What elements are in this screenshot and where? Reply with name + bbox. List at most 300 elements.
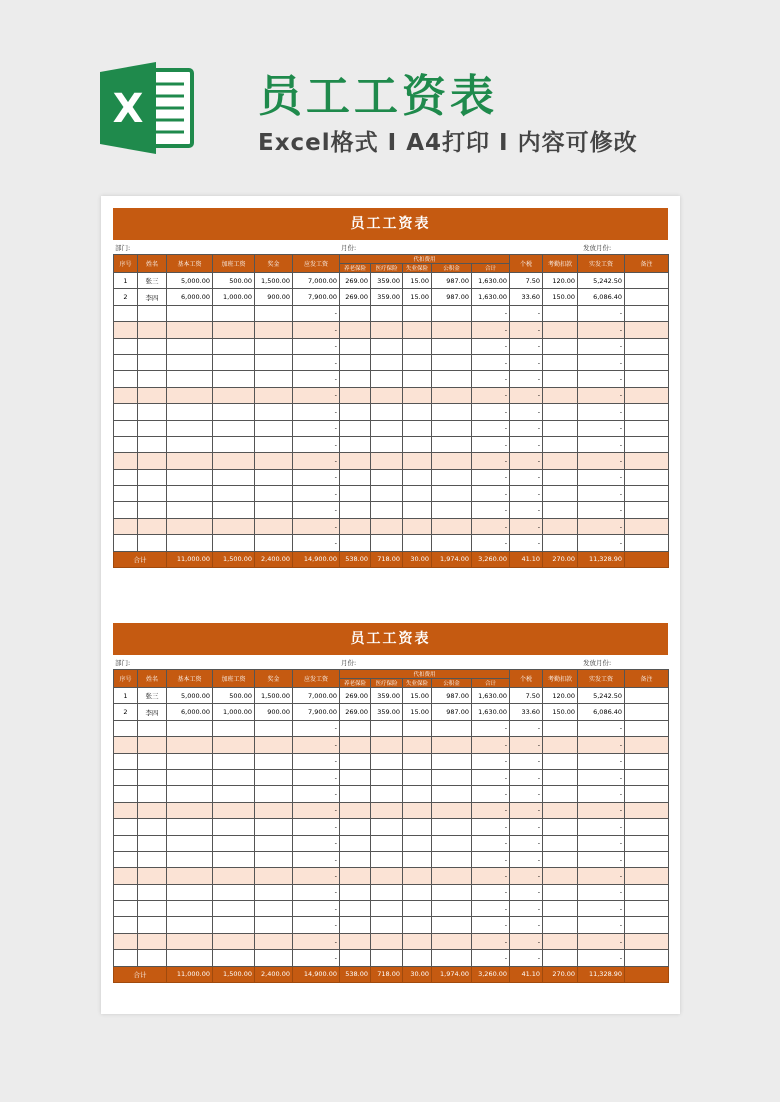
table-cell-attendance[interactable] [543, 737, 578, 753]
table-cell-tax[interactable]: - [510, 322, 543, 338]
table-cell-gross[interactable]: - [293, 720, 340, 736]
table-cell-tax[interactable]: - [510, 802, 543, 818]
table-cell-bonus[interactable] [255, 387, 293, 403]
table-cell-no[interactable] [114, 486, 138, 502]
table-cell-overtime[interactable] [213, 322, 255, 338]
table-cell-base[interactable] [167, 868, 213, 884]
table-cell-base[interactable] [167, 835, 213, 851]
table-cell-net[interactable]: - [578, 901, 625, 917]
table-cell-attendance[interactable] [543, 486, 578, 502]
table-cell-medical[interactable] [371, 851, 403, 867]
table-cell-pension[interactable] [340, 802, 371, 818]
table-cell-overtime[interactable] [213, 535, 255, 551]
table-cell-fund[interactable] [432, 404, 472, 420]
table-cell-pension[interactable] [340, 469, 371, 485]
table-cell-unemploy[interactable] [403, 835, 432, 851]
table-cell-attendance[interactable] [543, 786, 578, 802]
table-cell-tax[interactable]: - [510, 868, 543, 884]
table-cell-tax[interactable]: - [510, 819, 543, 835]
table-cell-fund[interactable] [432, 420, 472, 436]
table-cell-base[interactable] [167, 753, 213, 769]
table-cell-remark[interactable] [625, 535, 669, 551]
table-cell-fund[interactable] [432, 753, 472, 769]
table-cell-net[interactable]: - [578, 819, 625, 835]
table-cell-unemploy[interactable]: 15.00 [403, 273, 432, 289]
table-cell-net[interactable]: - [578, 518, 625, 534]
table-cell-overtime[interactable] [213, 868, 255, 884]
table-cell-tax[interactable]: - [510, 884, 543, 900]
table-cell-subtotal[interactable]: - [472, 453, 510, 469]
table-cell-name[interactable] [138, 950, 167, 966]
table-cell-remark[interactable] [625, 917, 669, 933]
table-cell-remark[interactable] [625, 901, 669, 917]
table-cell-unemploy[interactable] [403, 786, 432, 802]
table-cell-pension[interactable] [340, 338, 371, 354]
table-cell-bonus[interactable] [255, 322, 293, 338]
table-cell-fund[interactable]: 987.00 [432, 273, 472, 289]
table-cell-base[interactable]: 5,000.00 [167, 273, 213, 289]
table-cell-subtotal[interactable]: - [472, 404, 510, 420]
table-cell-medical[interactable] [371, 420, 403, 436]
table-cell-gross[interactable]: - [293, 884, 340, 900]
table-cell-remark[interactable] [625, 884, 669, 900]
table-cell-gross[interactable]: - [293, 436, 340, 452]
table-cell-pension[interactable] [340, 933, 371, 949]
table-cell-name[interactable]: 李四 [138, 704, 167, 720]
table-cell-overtime[interactable] [213, 901, 255, 917]
table-cell-no[interactable] [114, 387, 138, 403]
table-cell-pension[interactable]: 269.00 [340, 704, 371, 720]
table-cell-unemploy[interactable] [403, 868, 432, 884]
table-cell-net[interactable]: - [578, 387, 625, 403]
table-cell-attendance[interactable]: 150.00 [543, 704, 578, 720]
table-cell-overtime[interactable] [213, 769, 255, 785]
table-cell-overtime[interactable] [213, 486, 255, 502]
table-cell-overtime[interactable] [213, 933, 255, 949]
table-cell-overtime[interactable] [213, 502, 255, 518]
table-cell-overtime[interactable] [213, 338, 255, 354]
table-cell-medical[interactable] [371, 737, 403, 753]
table-cell-pension[interactable]: 269.00 [340, 273, 371, 289]
table-cell-fund[interactable]: 987.00 [432, 688, 472, 704]
table-cell-net[interactable]: - [578, 786, 625, 802]
table-cell-subtotal[interactable]: - [472, 720, 510, 736]
table-cell-name[interactable] [138, 404, 167, 420]
table-cell-gross[interactable]: - [293, 901, 340, 917]
table-cell-unemploy[interactable] [403, 453, 432, 469]
table-cell-base[interactable] [167, 720, 213, 736]
table-cell-medical[interactable] [371, 786, 403, 802]
table-cell-base[interactable] [167, 453, 213, 469]
table-cell-gross[interactable]: - [293, 305, 340, 321]
table-cell-overtime[interactable] [213, 737, 255, 753]
table-cell-attendance[interactable] [543, 933, 578, 949]
table-cell-gross[interactable]: - [293, 453, 340, 469]
table-cell-name[interactable]: 李四 [138, 289, 167, 305]
table-cell-remark[interactable] [625, 868, 669, 884]
table-cell-remark[interactable] [625, 469, 669, 485]
table-cell-overtime[interactable] [213, 802, 255, 818]
table-cell-tax[interactable]: - [510, 753, 543, 769]
table-cell-gross[interactable]: 7,000.00 [293, 688, 340, 704]
table-cell-name[interactable] [138, 720, 167, 736]
table-cell-overtime[interactable]: 1,000.00 [213, 704, 255, 720]
table-cell-tax[interactable]: - [510, 737, 543, 753]
table-cell-attendance[interactable]: 120.00 [543, 688, 578, 704]
table-cell-fund[interactable] [432, 486, 472, 502]
table-cell-overtime[interactable] [213, 354, 255, 370]
table-cell-bonus[interactable] [255, 436, 293, 452]
table-cell-remark[interactable] [625, 338, 669, 354]
table-cell-medical[interactable] [371, 322, 403, 338]
table-cell-net[interactable]: - [578, 486, 625, 502]
table-cell-tax[interactable]: - [510, 901, 543, 917]
table-cell-net[interactable]: - [578, 933, 625, 949]
table-cell-attendance[interactable] [543, 387, 578, 403]
table-cell-overtime[interactable] [213, 835, 255, 851]
table-cell-unemploy[interactable] [403, 387, 432, 403]
table-cell-remark[interactable] [625, 835, 669, 851]
table-cell-unemploy[interactable] [403, 753, 432, 769]
table-cell-fund[interactable] [432, 322, 472, 338]
table-cell-no[interactable] [114, 835, 138, 851]
table-cell-subtotal[interactable]: - [472, 371, 510, 387]
table-cell-medical[interactable] [371, 518, 403, 534]
table-cell-base[interactable] [167, 420, 213, 436]
table-cell-base[interactable] [167, 436, 213, 452]
table-cell-bonus[interactable] [255, 737, 293, 753]
table-cell-pension[interactable] [340, 851, 371, 867]
table-cell-pension[interactable] [340, 868, 371, 884]
table-cell-medical[interactable] [371, 371, 403, 387]
table-cell-remark[interactable] [625, 786, 669, 802]
table-cell-fund[interactable] [432, 835, 472, 851]
table-cell-no[interactable] [114, 901, 138, 917]
table-cell-bonus[interactable] [255, 354, 293, 370]
table-cell-subtotal[interactable]: - [472, 338, 510, 354]
table-cell-fund[interactable] [432, 720, 472, 736]
table-cell-medical[interactable] [371, 436, 403, 452]
table-cell-no[interactable]: 2 [114, 704, 138, 720]
table-cell-bonus[interactable] [255, 868, 293, 884]
table-cell-remark[interactable] [625, 453, 669, 469]
table-cell-tax[interactable]: - [510, 851, 543, 867]
table-cell-pension[interactable] [340, 737, 371, 753]
table-cell-no[interactable] [114, 769, 138, 785]
table-cell-medical[interactable]: 359.00 [371, 273, 403, 289]
table-cell-base[interactable] [167, 769, 213, 785]
table-cell-bonus[interactable] [255, 420, 293, 436]
table-cell-unemploy[interactable] [403, 404, 432, 420]
table-cell-base[interactable] [167, 786, 213, 802]
table-cell-fund[interactable] [432, 819, 472, 835]
table-cell-attendance[interactable] [543, 753, 578, 769]
table-cell-overtime[interactable] [213, 851, 255, 867]
table-cell-pension[interactable] [340, 404, 371, 420]
table-cell-gross[interactable]: - [293, 535, 340, 551]
table-cell-fund[interactable] [432, 917, 472, 933]
table-cell-pension[interactable] [340, 835, 371, 851]
table-cell-subtotal[interactable]: - [472, 305, 510, 321]
table-cell-bonus[interactable] [255, 535, 293, 551]
table-cell-net[interactable]: 6,086.40 [578, 704, 625, 720]
table-cell-tax[interactable]: - [510, 720, 543, 736]
table-cell-remark[interactable] [625, 404, 669, 420]
table-cell-gross[interactable]: - [293, 802, 340, 818]
table-cell-bonus[interactable] [255, 453, 293, 469]
table-cell-subtotal[interactable]: - [472, 469, 510, 485]
table-cell-overtime[interactable] [213, 436, 255, 452]
table-cell-net[interactable]: - [578, 835, 625, 851]
table-cell-medical[interactable] [371, 868, 403, 884]
table-cell-subtotal[interactable]: - [472, 786, 510, 802]
table-cell-pension[interactable] [340, 486, 371, 502]
table-cell-pension[interactable] [340, 502, 371, 518]
table-cell-name[interactable] [138, 486, 167, 502]
table-cell-pension[interactable] [340, 453, 371, 469]
table-cell-subtotal[interactable]: - [472, 884, 510, 900]
table-cell-no[interactable] [114, 802, 138, 818]
table-cell-tax[interactable]: - [510, 387, 543, 403]
table-cell-name[interactable] [138, 851, 167, 867]
table-cell-tax[interactable]: - [510, 917, 543, 933]
table-cell-bonus[interactable] [255, 950, 293, 966]
table-cell-attendance[interactable] [543, 950, 578, 966]
table-cell-name[interactable] [138, 387, 167, 403]
table-cell-subtotal[interactable]: - [472, 950, 510, 966]
table-cell-base[interactable] [167, 819, 213, 835]
table-cell-pension[interactable]: 269.00 [340, 688, 371, 704]
table-cell-remark[interactable] [625, 769, 669, 785]
table-cell-pension[interactable] [340, 420, 371, 436]
table-cell-tax[interactable]: - [510, 535, 543, 551]
table-cell-bonus[interactable] [255, 819, 293, 835]
table-cell-name[interactable] [138, 469, 167, 485]
table-cell-remark[interactable] [625, 753, 669, 769]
table-cell-overtime[interactable] [213, 720, 255, 736]
table-cell-base[interactable] [167, 933, 213, 949]
table-cell-name[interactable] [138, 371, 167, 387]
table-cell-remark[interactable] [625, 688, 669, 704]
table-cell-pension[interactable] [340, 387, 371, 403]
table-cell-subtotal[interactable]: 1,630.00 [472, 273, 510, 289]
table-cell-base[interactable] [167, 518, 213, 534]
table-cell-attendance[interactable] [543, 305, 578, 321]
table-cell-gross[interactable]: - [293, 338, 340, 354]
table-cell-tax[interactable]: - [510, 404, 543, 420]
table-cell-base[interactable] [167, 387, 213, 403]
table-cell-bonus[interactable] [255, 371, 293, 387]
table-cell-name[interactable] [138, 535, 167, 551]
table-cell-tax[interactable]: - [510, 453, 543, 469]
table-cell-overtime[interactable] [213, 819, 255, 835]
table-cell-tax[interactable]: - [510, 420, 543, 436]
table-cell-net[interactable]: - [578, 950, 625, 966]
table-cell-net[interactable]: - [578, 338, 625, 354]
table-cell-attendance[interactable] [543, 917, 578, 933]
table-cell-unemploy[interactable] [403, 933, 432, 949]
table-cell-overtime[interactable] [213, 469, 255, 485]
table-cell-gross[interactable]: - [293, 851, 340, 867]
table-cell-attendance[interactable] [543, 819, 578, 835]
table-cell-bonus[interactable] [255, 786, 293, 802]
table-cell-name[interactable] [138, 868, 167, 884]
table-cell-subtotal[interactable]: - [472, 322, 510, 338]
table-cell-gross[interactable]: - [293, 933, 340, 949]
table-cell-subtotal[interactable]: - [472, 917, 510, 933]
table-cell-gross[interactable]: - [293, 486, 340, 502]
table-cell-overtime[interactable] [213, 753, 255, 769]
table-cell-remark[interactable] [625, 371, 669, 387]
table-cell-gross[interactable]: - [293, 737, 340, 753]
table-cell-gross[interactable]: - [293, 518, 340, 534]
table-cell-bonus[interactable] [255, 901, 293, 917]
table-cell-medical[interactable] [371, 769, 403, 785]
table-cell-name[interactable] [138, 769, 167, 785]
table-cell-name[interactable] [138, 753, 167, 769]
table-cell-overtime[interactable] [213, 404, 255, 420]
table-cell-unemploy[interactable] [403, 535, 432, 551]
table-cell-base[interactable] [167, 901, 213, 917]
table-cell-no[interactable] [114, 535, 138, 551]
table-cell-no[interactable] [114, 436, 138, 452]
table-cell-no[interactable] [114, 305, 138, 321]
table-cell-tax[interactable]: - [510, 835, 543, 851]
table-cell-net[interactable]: - [578, 737, 625, 753]
table-cell-fund[interactable] [432, 901, 472, 917]
table-cell-tax[interactable]: - [510, 469, 543, 485]
table-cell-bonus[interactable]: 900.00 [255, 704, 293, 720]
table-cell-base[interactable] [167, 884, 213, 900]
table-cell-no[interactable] [114, 720, 138, 736]
table-cell-pension[interactable] [340, 436, 371, 452]
table-cell-pension[interactable] [340, 819, 371, 835]
table-cell-overtime[interactable] [213, 917, 255, 933]
table-cell-name[interactable] [138, 338, 167, 354]
table-cell-medical[interactable] [371, 835, 403, 851]
table-cell-net[interactable]: - [578, 851, 625, 867]
table-cell-attendance[interactable] [543, 322, 578, 338]
table-cell-gross[interactable]: - [293, 322, 340, 338]
table-cell-medical[interactable] [371, 387, 403, 403]
table-cell-name[interactable] [138, 420, 167, 436]
table-cell-net[interactable]: - [578, 884, 625, 900]
table-cell-tax[interactable]: - [510, 502, 543, 518]
table-cell-pension[interactable] [340, 769, 371, 785]
table-cell-subtotal[interactable]: - [472, 535, 510, 551]
table-cell-pension[interactable] [340, 720, 371, 736]
table-cell-bonus[interactable] [255, 769, 293, 785]
table-cell-no[interactable] [114, 917, 138, 933]
table-cell-remark[interactable] [625, 720, 669, 736]
table-cell-no[interactable] [114, 502, 138, 518]
table-cell-net[interactable]: - [578, 802, 625, 818]
table-cell-remark[interactable] [625, 305, 669, 321]
table-cell-fund[interactable] [432, 502, 472, 518]
table-cell-bonus[interactable]: 1,500.00 [255, 273, 293, 289]
table-cell-tax[interactable]: 33.60 [510, 704, 543, 720]
table-cell-unemploy[interactable] [403, 851, 432, 867]
table-cell-gross[interactable]: - [293, 868, 340, 884]
table-cell-bonus[interactable]: 1,500.00 [255, 688, 293, 704]
table-cell-gross[interactable]: - [293, 420, 340, 436]
table-cell-name[interactable]: 张三 [138, 273, 167, 289]
table-cell-remark[interactable] [625, 486, 669, 502]
table-cell-overtime[interactable]: 500.00 [213, 688, 255, 704]
table-cell-unemploy[interactable] [403, 950, 432, 966]
table-cell-medical[interactable] [371, 802, 403, 818]
table-cell-gross[interactable]: - [293, 404, 340, 420]
table-cell-overtime[interactable]: 1,000.00 [213, 289, 255, 305]
table-cell-gross[interactable]: - [293, 917, 340, 933]
table-cell-medical[interactable] [371, 933, 403, 949]
table-cell-attendance[interactable] [543, 535, 578, 551]
table-cell-no[interactable] [114, 819, 138, 835]
table-cell-remark[interactable] [625, 273, 669, 289]
table-cell-tax[interactable]: - [510, 305, 543, 321]
table-cell-no[interactable] [114, 737, 138, 753]
table-cell-bonus[interactable] [255, 933, 293, 949]
table-cell-remark[interactable] [625, 933, 669, 949]
table-cell-subtotal[interactable]: - [472, 354, 510, 370]
table-cell-medical[interactable] [371, 469, 403, 485]
table-cell-overtime[interactable] [213, 453, 255, 469]
table-cell-bonus[interactable] [255, 486, 293, 502]
table-cell-pension[interactable] [340, 753, 371, 769]
table-cell-bonus[interactable] [255, 404, 293, 420]
table-cell-remark[interactable] [625, 436, 669, 452]
table-cell-remark[interactable] [625, 420, 669, 436]
table-cell-tax[interactable]: - [510, 354, 543, 370]
table-cell-base[interactable] [167, 404, 213, 420]
table-cell-unemploy[interactable] [403, 502, 432, 518]
table-cell-attendance[interactable] [543, 371, 578, 387]
table-cell-name[interactable] [138, 305, 167, 321]
table-cell-bonus[interactable] [255, 851, 293, 867]
table-cell-tax[interactable]: - [510, 486, 543, 502]
table-cell-medical[interactable] [371, 535, 403, 551]
table-cell-bonus[interactable] [255, 338, 293, 354]
table-cell-tax[interactable]: - [510, 518, 543, 534]
table-cell-pension[interactable] [340, 518, 371, 534]
table-cell-subtotal[interactable]: - [472, 486, 510, 502]
table-cell-pension[interactable] [340, 950, 371, 966]
table-cell-no[interactable] [114, 420, 138, 436]
table-cell-no[interactable] [114, 933, 138, 949]
table-cell-medical[interactable] [371, 305, 403, 321]
table-cell-remark[interactable] [625, 737, 669, 753]
table-cell-attendance[interactable] [543, 884, 578, 900]
table-cell-attendance[interactable] [543, 404, 578, 420]
table-cell-remark[interactable] [625, 354, 669, 370]
table-cell-overtime[interactable] [213, 305, 255, 321]
table-cell-gross[interactable]: - [293, 769, 340, 785]
table-cell-base[interactable]: 6,000.00 [167, 704, 213, 720]
table-cell-attendance[interactable]: 150.00 [543, 289, 578, 305]
table-cell-base[interactable] [167, 502, 213, 518]
table-cell-subtotal[interactable]: 1,630.00 [472, 289, 510, 305]
table-cell-medical[interactable] [371, 404, 403, 420]
table-cell-attendance[interactable] [543, 469, 578, 485]
table-cell-no[interactable]: 1 [114, 688, 138, 704]
table-cell-attendance[interactable] [543, 518, 578, 534]
table-cell-subtotal[interactable]: - [472, 802, 510, 818]
table-cell-tax[interactable]: 33.60 [510, 289, 543, 305]
table-cell-fund[interactable] [432, 933, 472, 949]
table-cell-tax[interactable]: - [510, 371, 543, 387]
table-cell-name[interactable] [138, 819, 167, 835]
table-cell-no[interactable] [114, 786, 138, 802]
